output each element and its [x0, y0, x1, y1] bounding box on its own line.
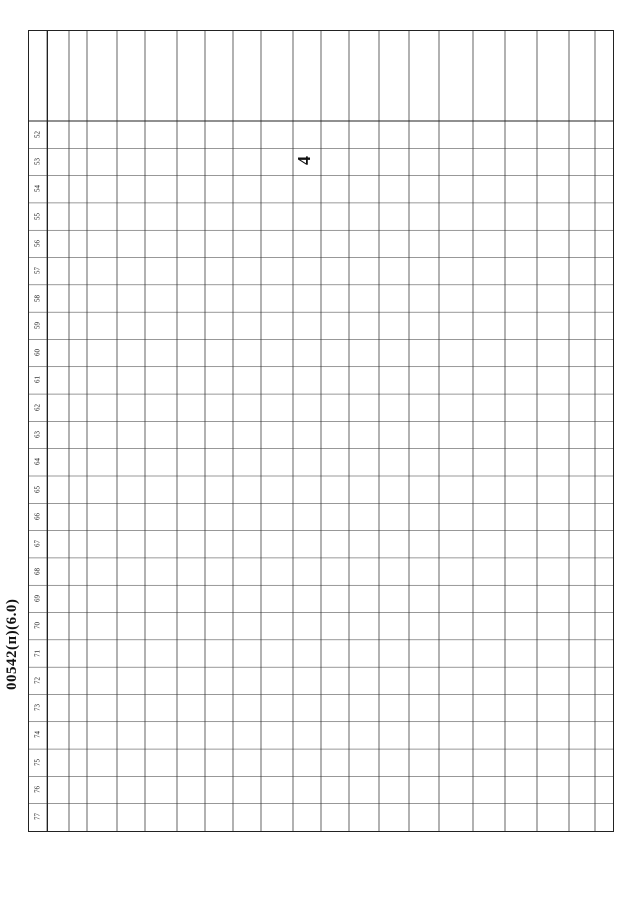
row-number: 70	[33, 622, 42, 630]
row-number: 76	[33, 786, 42, 794]
row-number: 54	[33, 185, 42, 193]
row-number: 55	[33, 212, 42, 220]
row-number: 69	[33, 594, 42, 602]
row-number: 58	[33, 294, 42, 302]
page-number: 4	[294, 156, 314, 165]
row-number: 62	[33, 403, 42, 411]
row-number: 63	[33, 431, 42, 439]
row-number: 53	[33, 157, 42, 165]
row-number: 57	[33, 267, 42, 275]
table-grid	[29, 31, 613, 831]
row-number: 52	[33, 130, 42, 138]
row-number: 61	[33, 376, 42, 384]
row-number: 64	[33, 458, 42, 466]
row-number: 65	[33, 485, 42, 493]
row-number: 72	[33, 676, 42, 684]
row-number: 75	[33, 758, 42, 766]
row-number: 67	[33, 540, 42, 548]
row-number: 56	[33, 239, 42, 247]
row-number: 68	[33, 567, 42, 575]
document-stamp: 00542(п)(6.0)	[4, 598, 20, 690]
registry-table	[28, 30, 614, 832]
row-number: 59	[33, 321, 42, 329]
row-number: 77	[33, 813, 42, 821]
row-number-column	[29, 31, 48, 831]
row-number: 74	[33, 731, 42, 739]
row-number: 71	[33, 649, 42, 657]
row-number: 73	[33, 704, 42, 712]
row-number: 66	[33, 512, 42, 520]
row-number: 60	[33, 349, 42, 357]
